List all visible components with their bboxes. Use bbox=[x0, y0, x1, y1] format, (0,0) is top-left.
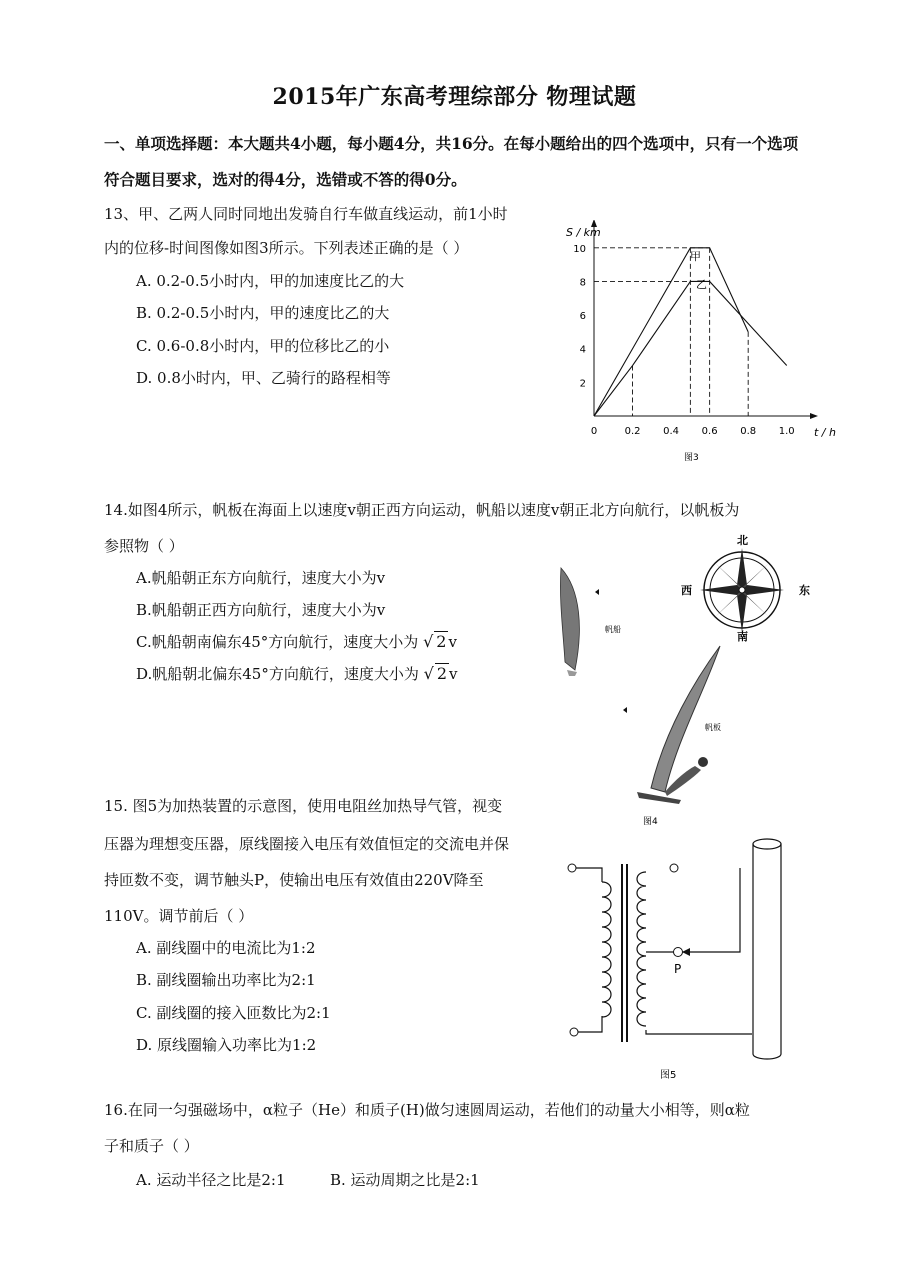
page-title: 2015年广东高考理综部分 物理试题 bbox=[272, 84, 637, 110]
arrow-left-icon bbox=[623, 707, 627, 713]
chart-xlabel: t / h bbox=[814, 426, 836, 439]
arrow-left-icon bbox=[682, 948, 690, 956]
q14-option-c[interactable]: C.帆船朝南偏东45°方向航行，速度大小为 √ 2 v bbox=[136, 626, 457, 658]
q14-option-d-text: D.帆船朝北偏东45°方向航行，速度大小为 bbox=[136, 665, 419, 683]
q13-option-c[interactable]: C. 0.6-0.8小时内，甲的位移比乙的小 bbox=[136, 337, 390, 355]
x-tick-label: 0.4 bbox=[663, 426, 680, 437]
label-p: P bbox=[674, 962, 682, 976]
x-tick-label: 0.8 bbox=[740, 426, 757, 437]
q16-stem-line2: 子和质子（ ） bbox=[104, 1137, 199, 1155]
compass-west: 西 bbox=[681, 584, 692, 597]
y-tick-label: 2 bbox=[579, 378, 586, 390]
x-tick-label: 0.2 bbox=[624, 426, 641, 437]
q15-stem-line4: 110V。调节前后（ ） bbox=[104, 907, 254, 925]
figure3-caption: 图3 bbox=[684, 453, 699, 463]
y-tick-label: 8 bbox=[579, 277, 586, 289]
slider-contact-p[interactable] bbox=[674, 948, 683, 957]
series-line-jia bbox=[594, 248, 748, 416]
q14-option-d[interactable]: D.帆船朝北偏东45°方向航行，速度大小为 √ 2 v bbox=[136, 658, 458, 690]
q16-option-b[interactable]: B. 运动周期之比是2:1 bbox=[330, 1171, 480, 1189]
q15-stem-line3: 持匝数不变，调节触头P，使输出电压有效值由220V降至 bbox=[104, 871, 484, 889]
q15-stem-line2: 压器为理想变压器，原线圈接入电压有效值恒定的交流电并保 bbox=[104, 835, 510, 853]
compass-rose-icon bbox=[700, 548, 784, 632]
compass-south: 南 bbox=[737, 630, 748, 643]
x-axis-arrow-icon bbox=[810, 413, 818, 419]
q13-stem-line1: 13、甲、乙两人同时同地出发骑自行车做直线运动，前1小时 bbox=[104, 205, 508, 223]
figure4 bbox=[555, 530, 825, 830]
sailboat-icon bbox=[560, 568, 579, 676]
figure5-transformer bbox=[560, 830, 820, 1090]
sqrt-symbol: √ 2 bbox=[423, 664, 448, 683]
label-fanchuan: 帆船 bbox=[605, 625, 621, 634]
q14-stem-line2: 参照物（ ） bbox=[104, 537, 184, 555]
q16-option-a[interactable]: A. 运动半径之比是2:1 bbox=[136, 1171, 286, 1189]
primary-coil bbox=[602, 882, 611, 1017]
q13-option-b[interactable]: B. 0.2-0.5小时内，甲的速度比乙的大 bbox=[136, 304, 390, 322]
q13-stem-line2: 内的位移-时间图像如图3所示。下列表述正确的是（ ） bbox=[104, 239, 469, 257]
q14-option-c-text: C.帆船朝南偏东45°方向航行，速度大小为 bbox=[136, 633, 419, 651]
terminal-icon bbox=[670, 864, 678, 872]
q15-stem-line1: 15. 图5为加热装置的示意图，使用电阻丝加热导气管，视变 bbox=[104, 797, 503, 815]
figure5-caption: 图5 bbox=[660, 1070, 677, 1081]
y-tick-label: 4 bbox=[579, 344, 586, 356]
label-jia: 甲 bbox=[690, 250, 701, 263]
y-tick-label: 6 bbox=[579, 311, 586, 323]
q15-option-a[interactable]: A. 副线圈中的电流比为1:2 bbox=[136, 939, 316, 957]
q15-option-d[interactable]: D. 原线圈输入功率比为1:2 bbox=[136, 1036, 317, 1054]
arrow-left-icon bbox=[595, 589, 599, 595]
figure4-caption: 图4 bbox=[643, 817, 658, 827]
sqrt-symbol: √ 2 bbox=[423, 632, 447, 651]
q13-option-d[interactable]: D. 0.8小时内，甲、乙骑行的路程相等 bbox=[136, 369, 391, 387]
x-tick-label: 0 bbox=[590, 426, 598, 437]
q15-option-c[interactable]: C. 副线圈的接入匝数比为2:1 bbox=[136, 1004, 331, 1022]
q14-stem-line1: 14.如图4所示，帆板在海面上以速度v朝正西方向运动，帆船以速度v朝正北方向航行，以帆板为 bbox=[104, 501, 740, 519]
chart-ylabel: S / km bbox=[566, 226, 601, 239]
q16-stem-line1: 16.在同一匀强磁场中，α粒子（He）和质子(H)做匀速圆周运动，若他们的动量大小相等，则α粒 bbox=[104, 1101, 750, 1119]
label-fanban: 帆板 bbox=[705, 723, 721, 732]
heating-tube bbox=[753, 839, 781, 1059]
terminal-icon bbox=[568, 864, 576, 872]
x-tick-label: 0.6 bbox=[701, 426, 718, 437]
x-tick-label: 1.0 bbox=[778, 426, 795, 437]
q13-option-a[interactable]: A. 0.2-0.5小时内，甲的加速度比乙的大 bbox=[136, 272, 405, 290]
label-yi: 乙 bbox=[696, 278, 707, 291]
compass-north: 北 bbox=[737, 534, 748, 547]
compass-east: 东 bbox=[799, 584, 810, 597]
section-heading: 一、单项选择题：本大题共4小题，每小题4分，共16分。在每小题给出的四个选项中，只有一个选项符合题目要求，选对的得4分，选错或不答的得0分。 bbox=[104, 134, 799, 189]
q15-option-b[interactable]: B. 副线圈输出功率比为2:1 bbox=[136, 971, 316, 989]
secondary-coil bbox=[637, 872, 646, 1026]
q14-option-a[interactable]: A.帆船朝正东方向航行，速度大小为v bbox=[136, 569, 386, 587]
q14-option-b[interactable]: B.帆船朝正西方向航行，速度大小为v bbox=[136, 601, 386, 619]
figure3-st-chart bbox=[560, 220, 850, 470]
terminal-icon bbox=[570, 1028, 578, 1036]
y-tick-label: 10 bbox=[573, 243, 586, 255]
